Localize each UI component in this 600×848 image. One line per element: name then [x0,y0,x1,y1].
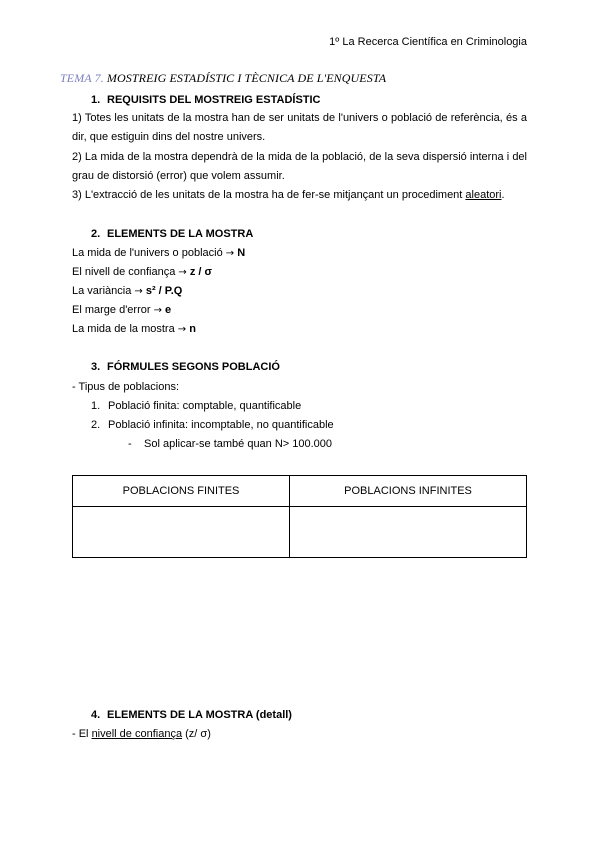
section-3-heading [91,361,280,373]
element-value: z / σ [189,266,213,278]
section-1-paragraph-2: 2) La mida de la mostra dependrà de la mida de la població, de la seva dispersió interna i del grau de distorsió (error) que volem assumir. [72,151,527,183]
element-label: La variància [72,285,132,297]
populations-table [72,475,527,558]
list-item [91,419,334,431]
title-tema: TEMA 7. [60,71,104,85]
element-label: La mida de l'univers o població [72,247,223,259]
section-3-title: FÓRMULES SEGONS POBLACIÓ [107,361,280,373]
element-item [72,266,212,278]
nivell-confianca-link[interactable]: nivell de confiança [91,728,183,740]
header-infinite-populations: POBLACIONS INFINITES [290,476,527,507]
section-3-number: 3. [91,361,101,373]
section-1-paragraph-3 [72,186,527,205]
section-1-paragraph-1: 1) Totes les unitats de la mostra han de ser unitats de l'univers o població de referència, és a dir, que estiguin dins del nostre univers. [72,112,527,144]
section-4-number: 4. [91,709,101,721]
section-2-number: 2. [91,228,101,240]
list-number: 2. [91,419,101,431]
section-2-title: ELEMENTS DE LA MOSTRA [107,228,254,240]
population-types-intro: - Tipus de poblacions: [72,381,180,393]
list-text: Població infinita: incomptable, no quantificable [108,419,334,431]
sub-list-item [128,438,332,450]
table-cell-infinite [290,507,527,558]
page-header: 1º La Recerca Científica en Criminologia [329,36,527,48]
section-1-title: REQUISITS DEL MOSTREIG ESTADÍSTIC [107,94,321,106]
arrow-right-icon: → [177,324,187,335]
arrow-right-icon: → [225,248,235,259]
page-title [60,71,386,86]
confidence-level-line [72,728,211,740]
line-suffix: (z/ σ) [182,728,211,740]
element-item [72,304,171,316]
arrow-right-icon: → [134,286,143,297]
sub-text: Sol aplicar-se també quan N> 100.000 [144,438,333,450]
list-item [91,400,301,412]
title-text: MOSTREIG ESTADÍSTIC I TÈCNICA DE L'ENQUESTA [103,71,387,85]
arrow-right-icon: → [153,305,162,316]
element-label: El marge d'error [72,304,151,316]
element-value: s² / P.Q [145,285,183,297]
element-value: N [237,247,246,259]
section-1-number: 1. [91,94,101,106]
element-value: n [189,323,196,335]
element-item [72,247,245,259]
section-4-title: ELEMENTS DE LA MOSTRA (detall) [107,709,292,721]
section-1-heading [91,94,321,106]
table-header-row [73,476,527,507]
element-value: e [165,304,172,316]
element-item [72,323,196,335]
list-number: 1. [91,400,101,412]
table-cell-finite [73,507,290,558]
paragraph-3-end: . [501,189,505,201]
sub-bullet: - [128,438,132,450]
section-4-heading [91,709,292,721]
arrow-right-icon: → [178,267,187,278]
element-label: El nivell de confiança [72,266,176,278]
section-2-heading [91,228,253,240]
paragraph-3-text: 3) L'extracció de les unitats de la mostra ha de fer-se mitjançant un procediment [72,189,466,201]
element-item [72,285,182,297]
header-finite-populations: POBLACIONS FINITES [73,476,290,507]
line-prefix: - El [72,728,92,740]
list-text: Població finita: comptable, quantificable [108,400,302,412]
element-label: La mida de la mostra [72,323,175,335]
aleatori-link[interactable]: aleatori [465,189,502,201]
table-row [73,507,527,558]
